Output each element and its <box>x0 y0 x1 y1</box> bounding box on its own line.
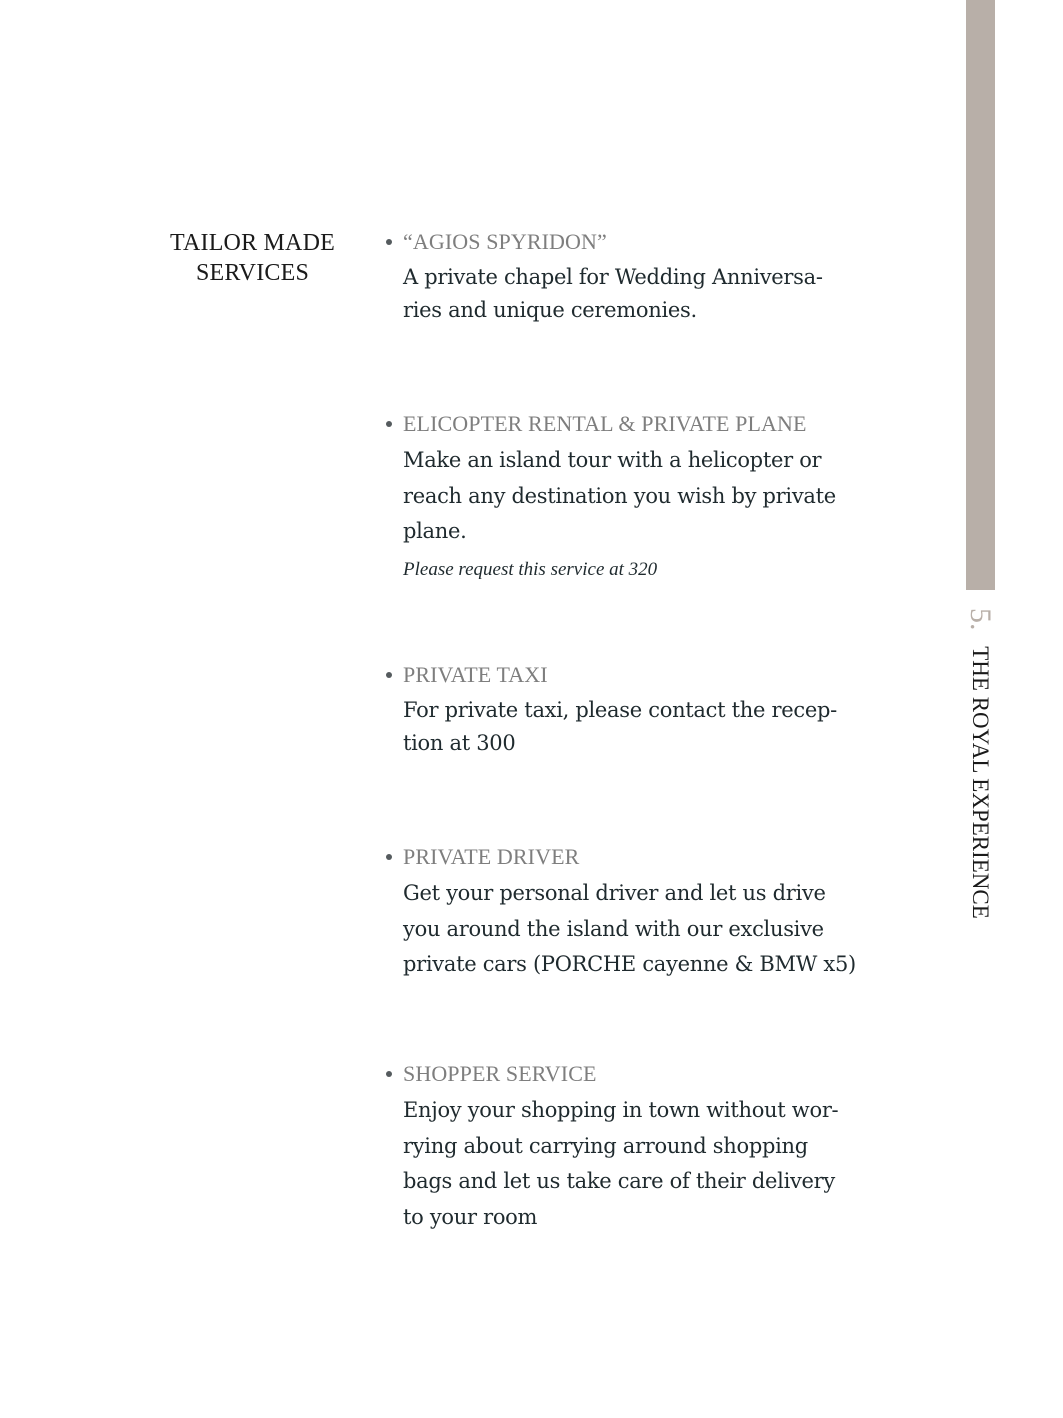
chapter-accent-bar <box>966 0 995 590</box>
description-line: bags and let us take care of their delivery <box>403 1169 835 1193</box>
description-line: Make an island tour with a helicopter or <box>403 448 822 472</box>
service-title: ELICOPTER RENTAL & PRIVATE PLANE <box>403 411 807 436</box>
service-title: SHOPPER SERVICE <box>403 1061 597 1086</box>
bullet-icon <box>386 1071 392 1077</box>
description-line: ries and unique ceremonies. <box>403 298 697 322</box>
description-line: you around the island with our exclusive <box>403 916 824 941</box>
bullet-icon <box>386 421 392 427</box>
service-item-helicopter-plane <box>403 411 853 582</box>
description-line: tion at 300 <box>403 731 516 755</box>
section-title-line-2: SERVICES <box>195 260 310 286</box>
description-line: to your room <box>403 1204 538 1229</box>
bullet-icon <box>386 672 392 678</box>
description-line: reach any destination you wish by private <box>403 483 836 508</box>
service-description <box>403 1093 853 1235</box>
description-line: private cars (PORCHE cayenne & BMW x5) <box>403 952 856 976</box>
service-description <box>403 261 853 327</box>
section-title-line-1: TAILOR MADE <box>170 230 335 256</box>
bullet-icon <box>386 239 392 245</box>
chapter-title: THE ROYAL EXPERIENCE <box>968 646 993 919</box>
service-title: “AGIOS SPYRIDON” <box>403 229 607 254</box>
service-note: Please request this service at 320 <box>403 558 658 580</box>
chapter-label <box>966 608 995 1028</box>
service-description <box>403 694 853 760</box>
chapter-number: 5. <box>964 608 997 631</box>
service-item-private-driver <box>403 844 856 983</box>
section-title <box>160 228 345 288</box>
service-title: PRIVATE TAXI <box>403 662 548 687</box>
service-item-agios-spyridon <box>403 229 853 327</box>
service-item-private-taxi <box>403 662 853 760</box>
description-line: plane. <box>403 519 467 543</box>
service-item-shopper-service <box>403 1061 853 1235</box>
bullet-icon <box>386 854 392 860</box>
service-title: PRIVATE DRIVER <box>403 844 580 869</box>
description-line: For private taxi, please contact the recep- <box>403 698 837 722</box>
service-description <box>403 443 853 550</box>
description-line: Enjoy your shopping in town without wor- <box>403 1098 839 1122</box>
description-line: rying about carrying arround shopping <box>403 1133 808 1158</box>
description-line: Get your personal driver and let us drive <box>403 881 826 905</box>
description-line: A private chapel for Wedding Anniversa- <box>403 265 823 289</box>
service-description <box>403 876 856 983</box>
